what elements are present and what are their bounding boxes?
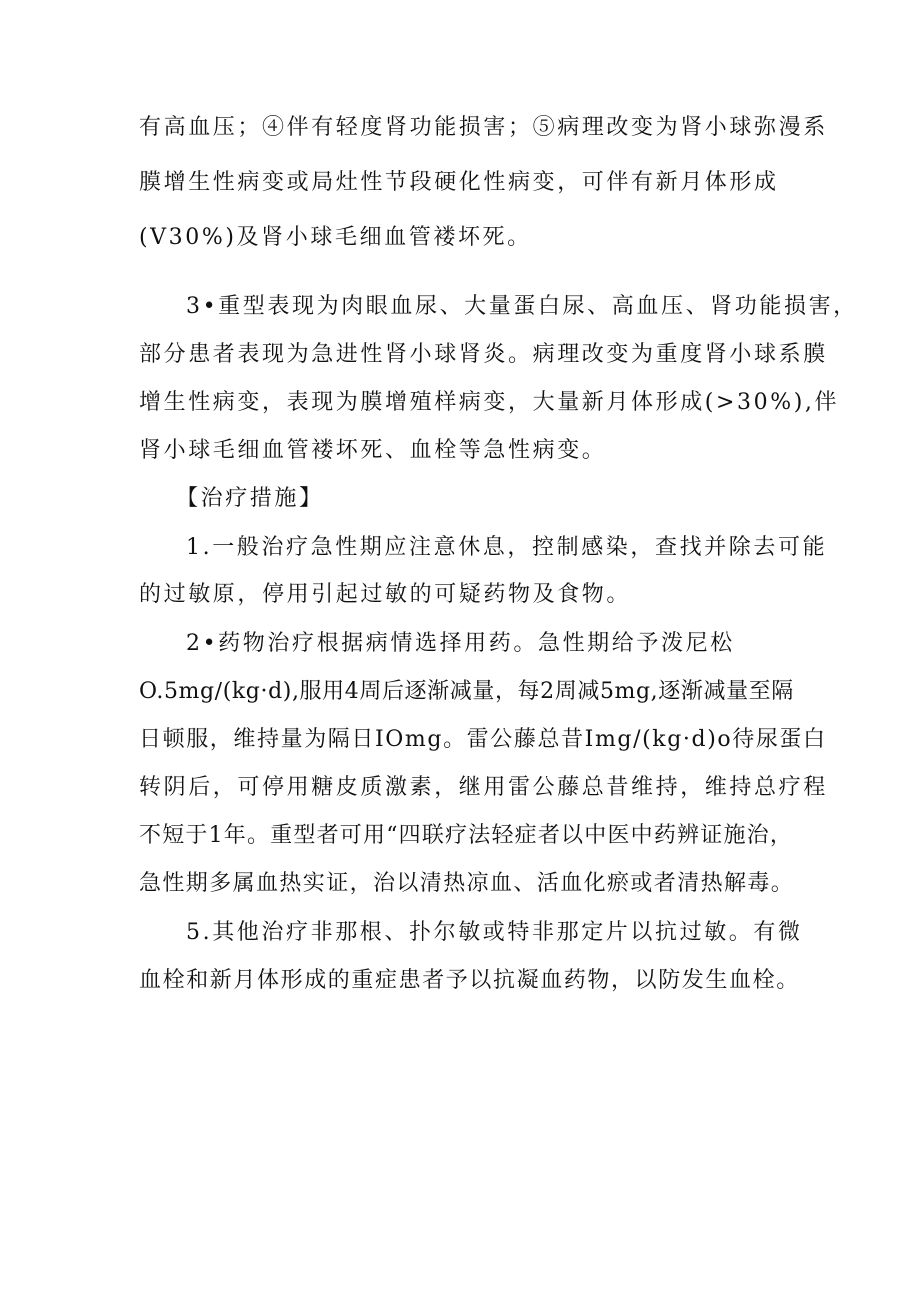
text-line: 膜增生性病变或局灶性节段硬化性病变，可伴有新月体形成	[139, 170, 779, 195]
text-line: O.5mg∕(kg·d),服用4周后逐渐减量，每2周减5mg,逐渐减量至隔	[139, 679, 794, 704]
text-line: 血栓和新月体形成的重症患者予以抗凝血药物，以防发生血栓。	[139, 968, 800, 993]
text-line: 2•药物治疗根据病情选择用药。急性期给予泼尼松	[186, 631, 735, 656]
text-line: 转阴后，可停用糖皮质激素，继用雷公藤总昔维持，维持总疗程	[139, 775, 828, 800]
text-line: 急性期多属血热实证，治以清热凉血、活血化瘀或者清热解毒。	[139, 871, 795, 896]
text-line: 的过敏原，停用引起过敏的可疑药物及食物。	[139, 582, 632, 607]
text-line: 不短于1年。重型者可用“四联疗法轻症者以中医中药辨证施治，	[139, 823, 794, 848]
text-line: 部分患者表现为急进性肾小球肾炎。病理改变为重度肾小球系膜	[139, 342, 828, 367]
text-line: 日顿服，维持量为隔日IOmg。雷公藤总昔Img/(kg·d)o待尿蛋白	[139, 727, 827, 752]
text-line: (V30%)及肾小球毛细血管褛坏死。	[139, 225, 532, 250]
text-line: 1.一般治疗急性期应注意休息，控制感染，查找并除去可能	[186, 535, 828, 560]
text-line: 增生性病变，表现为膜增殖样病变，大量新月体形成(>30%),伴	[139, 390, 840, 415]
section-heading: 【治疗措施】	[176, 486, 324, 511]
text-line: 3•重型表现为肉眼血尿、大量蛋白尿、高血压、肾功能损害，	[186, 294, 858, 319]
text-line: 5.其他治疗非那根、扑尔敏或特非那定片以抗过敏。有微	[186, 920, 803, 945]
text-line: 有高血压；④伴有轻度肾功能损害；⑤病理改变为肾小球弥漫系	[139, 115, 828, 140]
text-line: 肾小球毛细血管褛坏死、血栓等急性病变。	[139, 438, 607, 463]
